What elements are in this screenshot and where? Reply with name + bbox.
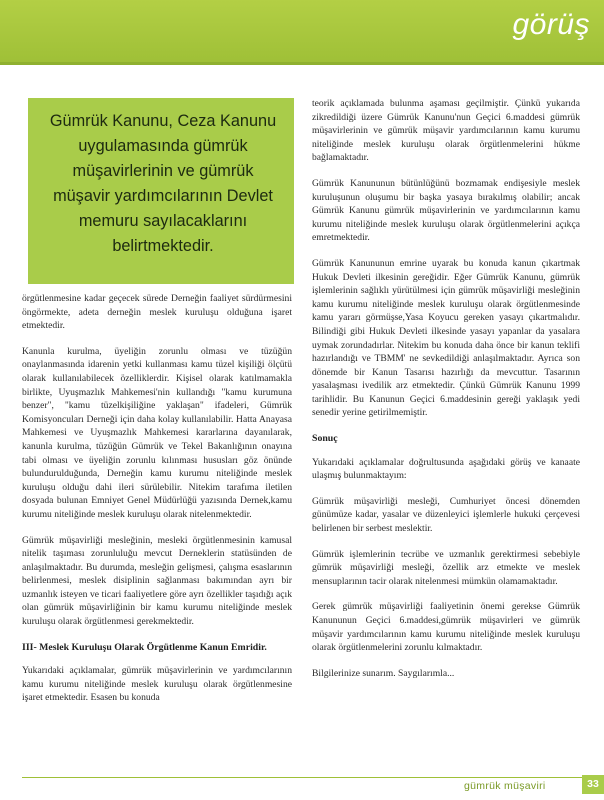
footer-brand: gümrük müşaviri [464,780,546,792]
left-closing-paragraph: Yukarıdaki açıklamalar, gümrük müşavirlerinin ve yardımcılarının kamu kurumu niteliğinde meslek kuruluşu olarak örgütlenmesine işaret etmektedir. Esasen bu konuda [22,665,292,704]
right-paragraph-3: Gümrük Kanununun emrine uyarak bu konuda kanun çıkartmak Hukuk Devleti ilkesinin gereğidir. Eğer Gümrük Kanunu, gümrük işlemlerinin sağlıklı yürütülmesi için gümrük müşavirliği mesleğinin kamu kurumu niteliğinde meslek kuruluşu olarak örgütlenmesinde kamu yararı görmüşse,Yasa Koyucu gereken yasayı çıkartmalıdır. Bilindiği gibi Hukuk Devleti ilkesinde yasayı yapanlar da yasalara uymak zorundadırlar. Nitekim bu konuda daha önce bir kanun teklifi hazırlandığı ve TBMM' ne sevkedildiği anlaşılmaktadır. Ayrıca son dönemde bir Kanun Tasarısı hazırlığı da mevcuttur. Tasarının yasalaşması ivedilik arz etmektedir. Çünkü Gümrük Kanunu 1999 tarihlidir. Bu Kanunun Geçici 6.maddesinin gereği yaklaşık yedi senedir yerine getirilmemiştir. [312,257,580,419]
left-section-heading: III- Meslek Kuruluşu Olarak Örgütlenme Kanun Emridir. [22,641,267,653]
header-divider [0,62,604,65]
page-number: 33 [582,775,604,794]
left-column [22,292,292,717]
right-column [312,97,580,692]
pullquote-box [28,98,294,284]
left-paragraph-1: örgütlenmesine kadar geçecek sürede Derneğin faaliyet sürdürmesini öngörmekte, adeta derneğin meslek kuruluşu olduğuna işaret etmektedir. [22,293,292,332]
pullquote-text: Gümrük Kanunu, Ceza Kanunu uygulamasında gümrük müşavirlerinin ve gümrük müşavir yardımcılarının Devlet memuru sayılacaklarını belirtmektedir. [49,112,277,255]
left-paragraph-3: Gümrük müşavirliği mesleğinin, mesleki örgütlenmesinin kamusal nitelik taşıması zorunluluğu mevcut Derneklerin statüsünden de anlaşılmaktadır. Bu durumda, mesleğin gelişmesi, çalışma esaslarının belirlenmesi, meslek disiplinin sağlanması bakımından ayrı bir uzmanlık isteyen ve ticari faaliyetlere göre ayrı özellikler taşıdığı açık olan gümrük müşavirliğinin bir kamu kurumu niteliğinde meslek kuruluşu olarak örgütlenmesi gerekmektedir. [22,534,292,628]
conclusion-paragraph-4: Gerek gümrük müşavirliği faaliyetinin önemi gerekse Gümrük Kanununun Geçici 6.maddesi,gümrük müşavirleri ve gümrük müşavir yardımcılarının kamu kurumu niteliğinde meslek kuruluşu olarak örgütlenmelerini zorunlu kılmaktadır. [312,601,580,654]
conclusion-heading: Sonuç [312,433,338,445]
conclusion-paragraph-1: Yukarıdaki açıklamalar doğrultusunda aşağıdaki görüş ve kanaate ulaşmış bulunmaktayım: [312,456,580,482]
right-paragraph-2: Gümrük Kanununun bütünlüğünü bozmamak endişesiyle meslek kuruluşunun oluşumu bir başka yasaya bırakılmış olabilir; ancak Gümrük Kanunu gümrük müşavirlerinin ve yardımcılarının kamu kurumu niteliğinde meslek kuruluşu olarak örgütlenmelerini açıkça emretmektedir. [312,177,580,244]
conclusion-paragraph-2: Gümrük müşavirliği mesleği, Cumhuriyet öncesi dönemden günümüze kadar, yasalar ve düzenleyici işlemlerle hukuki çerçevesi belirlenen bir serbest meslektir. [312,495,580,535]
header-band [0,0,604,62]
section-title: görüş [512,8,590,41]
right-paragraph-1: teorik açıklamada bulunma aşaması geçilmiştir. Çünkü yukarıda zikredildiği üzere Gümrük Kanunu'nun Geçici 6.maddesi gümrük müşavirlerinin ve gümrük müşavir yardımcılarının kamu kurumu niteliğinde meslek kuruluşu olarak örgütlenmelerini hükme bağlamaktadır. [312,98,580,164]
conclusion-paragraph-3: Gümrük işlemlerinin tecrübe ve uzmanlık gerektirmesi sebebiyle gümrük müşavirliği mesleği, özellik arz etmekte ve meslek mensuplarının tacir olarak nitelenmesi mümkün olamamaktadır. [312,548,580,587]
left-paragraph-2: Kanunla kurulma, üyeliğin zorunlu olması ve tüzüğün onaylanmasında idarenin yetki kullanması kamu tüzel kişiliği ölçütü olarak kullanılabilecek özelliklerdir. Kişisel olarak katılmamakla birlikte, Uyuşmazlık Mahkemesi'nin kullandığı "kamu kurumuna benzer", "kamu tüzelkişiliğine yaklaşan" ifadeleri, Gümrük Komisyoncuları Derneği için daha kolay kullanılabilir. Hatta Anayasa Mahkemesi ve Uyuşmazlık Mahkemesi kararlarına dayanılarak, kanunla kurulma, tüzüğün Gümrük ve Tekel Bakanlığının onayına tabi olması ve üyeliğin zorunlu kılınması hususları göz önünde bulundurulduğunda, Derneğin kamu kurumu niteliğinde meslek kuruluşu olduğu dahi ileri sürülebilir. Nitekim tarafıma iletilen dosyada bulunan Emniyet Genel Müdürlüğü yazısında Dernek,kamu kurumu niteliğinde meslek kuruluşu olarak nitelenmektedir. [22,345,292,520]
closing-salutation: Bilgilerinize sunarım. Saygılarımla... [312,667,455,679]
footer-divider [22,777,582,778]
